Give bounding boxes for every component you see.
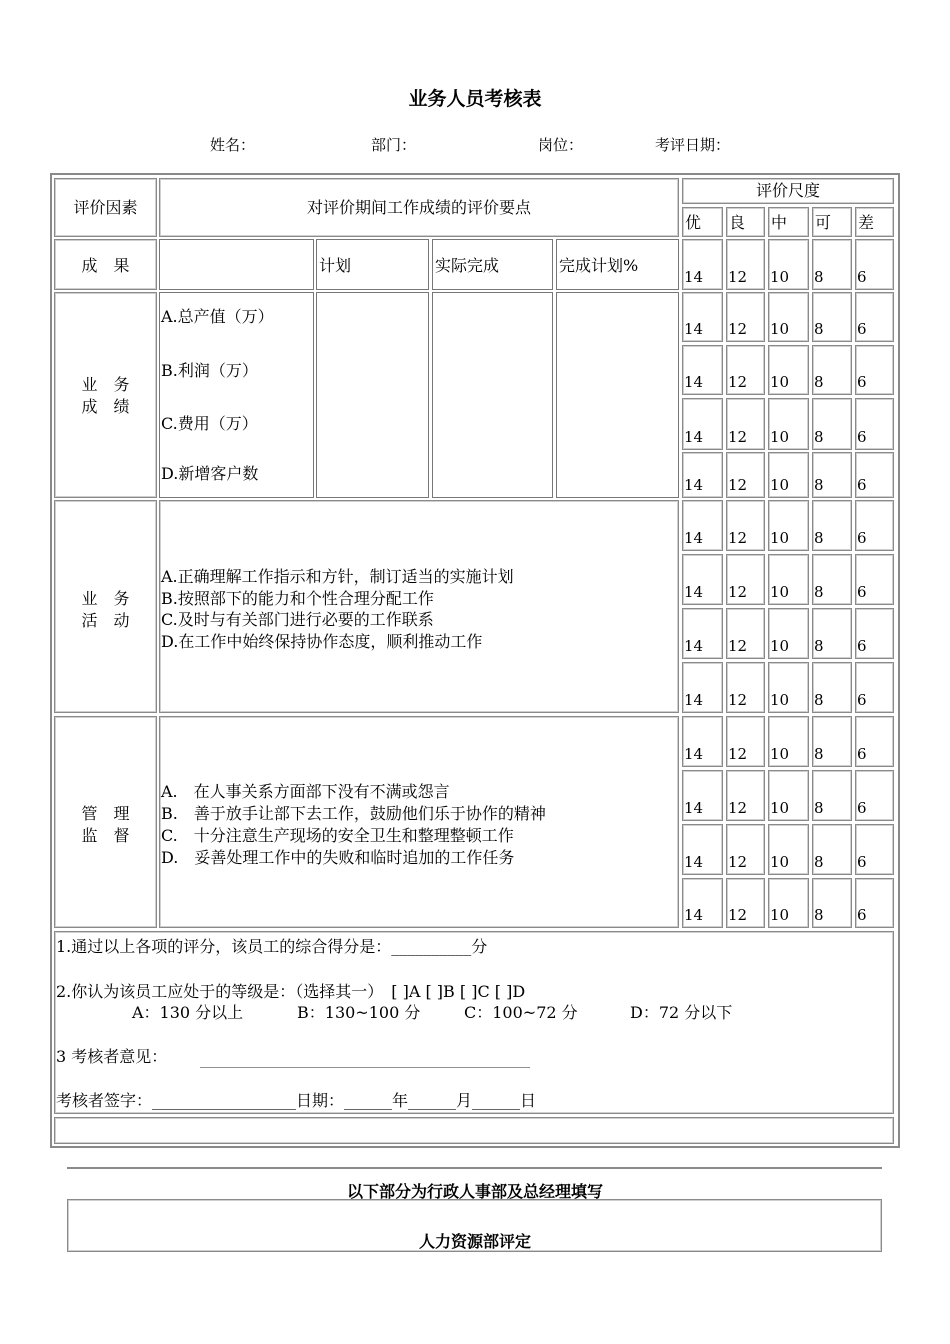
score-value: 8 — [814, 428, 824, 446]
score-value: 12 — [728, 320, 748, 338]
business-activity-label-line1: 业 务 — [81, 589, 130, 608]
score-value: 10 — [770, 799, 790, 817]
score-value: 8 — [814, 583, 824, 601]
score-value: 6 — [857, 691, 867, 709]
score-value: 10 — [770, 373, 790, 391]
results-blank-cell — [159, 239, 314, 290]
activity-item-d: D.在工作中始终保持协作态度，顺利推动工作 — [161, 632, 483, 651]
score-value: 8 — [814, 799, 824, 817]
grade-header-good: 良 — [729, 213, 746, 232]
score-value: 12 — [728, 428, 748, 446]
score-value: 12 — [728, 476, 748, 494]
business-results-label-cell — [54, 292, 157, 498]
score-value: 6 — [857, 268, 867, 286]
position-field-label: 岗位： — [538, 136, 584, 154]
divider-line — [67, 1167, 882, 1169]
management-label-line2: 监 督 — [81, 826, 130, 845]
score-value: 14 — [684, 745, 704, 763]
activity-item-b: B.按照部下的能力和个性合理分配工作 — [161, 589, 434, 608]
item-expense: C.费用（万） — [161, 414, 258, 433]
score-value: 6 — [857, 320, 867, 338]
score-value: 10 — [770, 529, 790, 547]
admin-section-note: 以下部分为行政人事部及总经理填写 — [346, 1182, 603, 1201]
score-value: 10 — [770, 637, 790, 655]
score-value: 10 — [770, 268, 790, 286]
points-header: 对评价期间工作成绩的评价要点 — [306, 198, 531, 217]
activity-item-a: A.正确理解工作指示和方针，制订适当的实施计划 — [161, 567, 514, 586]
score-value: 8 — [814, 529, 824, 547]
score-value: 12 — [728, 637, 748, 655]
management-item-c: C. 十分注意生产现场的安全卫生和整理整顿工作 — [161, 826, 514, 845]
grade-level-d: D：72 分以下 — [630, 1003, 733, 1022]
score-value: 10 — [770, 583, 790, 601]
hr-evaluation-title: 人力资源部评定 — [418, 1232, 531, 1251]
score-value: 14 — [684, 529, 704, 547]
business-results-label-line2: 成 绩 — [81, 397, 130, 416]
grade-header-average: 中 — [771, 213, 788, 232]
page-title: 业务人员考核表 — [408, 88, 542, 110]
management-item-a: A. 在人事关系方面部下没有不满或怨言 — [161, 782, 450, 801]
management-item-b: B. 善于放手让部下去工作，鼓励他们乐于协作的精神 — [161, 804, 546, 823]
score-value: 12 — [728, 745, 748, 763]
score-value: 6 — [857, 799, 867, 817]
plan-values-cell[interactable] — [316, 292, 429, 498]
score-value: 8 — [814, 745, 824, 763]
business-activity-label-line2: 活 动 — [81, 611, 130, 630]
score-value: 14 — [684, 853, 704, 871]
score-value: 14 — [684, 320, 704, 338]
score-value: 10 — [770, 745, 790, 763]
name-field-label: 姓名： — [210, 136, 256, 154]
business-results-label-line1: 业 务 — [81, 375, 130, 394]
plan-header: 计划 — [319, 256, 352, 275]
activity-item-c: C.及时与有关部门进行必要的工作联系 — [161, 610, 434, 629]
score-value: 6 — [857, 745, 867, 763]
score-value: 12 — [728, 799, 748, 817]
score-value: 12 — [728, 583, 748, 601]
score-value: 14 — [684, 373, 704, 391]
reviewer-signature-line: 考核者签字：__________________日期：______年______月______日 — [56, 1091, 537, 1110]
reviewer-opinion-label: 3 考核者意见： — [56, 1047, 168, 1066]
item-new-customers: D.新增客户数 — [161, 464, 259, 483]
score-value: 14 — [684, 268, 704, 286]
score-value: 6 — [857, 529, 867, 547]
grade-choice-line: 2.你认为该员工应处于的等级是：（选择其一） [ ]A [ ]B [ ]C [ ]D — [56, 982, 526, 1001]
reviewer-opinion-blank[interactable]: ____________________________________________ — [200, 1050, 530, 1068]
grade-level-a: A：130 分以上 — [132, 1003, 244, 1022]
total-score-line: 1.通过以上各项的评分，该员工的综合得分是：__________分 — [56, 937, 488, 956]
percent-values-cell[interactable] — [556, 292, 679, 498]
management-label-line1: 管 理 — [81, 804, 130, 823]
grade-level-b: B：130~100 分 — [297, 1003, 421, 1022]
score-value: 6 — [857, 583, 867, 601]
actual-header: 实际完成 — [435, 256, 500, 275]
score-value: 14 — [684, 799, 704, 817]
score-value: 14 — [684, 637, 704, 655]
score-value: 8 — [814, 320, 824, 338]
score-value: 12 — [728, 691, 748, 709]
score-value: 14 — [684, 691, 704, 709]
score-value: 14 — [684, 476, 704, 494]
score-value: 14 — [684, 906, 704, 924]
score-value: 10 — [770, 853, 790, 871]
grade-header-fair: 可 — [815, 213, 832, 232]
score-value: 10 — [770, 428, 790, 446]
score-value: 12 — [728, 373, 748, 391]
grade-header-excellent: 优 — [685, 213, 702, 232]
score-value: 8 — [814, 637, 824, 655]
score-value: 12 — [728, 268, 748, 286]
score-value: 10 — [770, 476, 790, 494]
grade-level-c: C：100~72 分 — [464, 1003, 578, 1022]
score-value: 6 — [857, 906, 867, 924]
score-value: 6 — [857, 853, 867, 871]
blank-bottom-row — [54, 1117, 894, 1144]
score-value: 8 — [814, 906, 824, 924]
score-value: 14 — [684, 428, 704, 446]
score-value: 8 — [814, 268, 824, 286]
score-value: 12 — [728, 906, 748, 924]
score-value: 8 — [814, 853, 824, 871]
management-item-d: D. 妥善处理工作中的失败和临时追加的工作任务 — [161, 848, 515, 867]
evaluation-date-field-label: 考评日期： — [655, 136, 731, 154]
factor-header: 评价因素 — [73, 198, 138, 217]
score-value: 8 — [814, 373, 824, 391]
results-label: 成 果 — [81, 256, 130, 275]
percent-header: 完成计划% — [559, 256, 639, 275]
score-value: 10 — [770, 691, 790, 709]
score-value: 6 — [857, 373, 867, 391]
score-value: 6 — [857, 476, 867, 494]
actual-values-cell[interactable] — [432, 292, 553, 498]
item-total-output: A.总产值（万） — [161, 307, 274, 326]
scale-header: 评价尺度 — [755, 181, 820, 200]
score-value: 10 — [770, 906, 790, 924]
score-value: 8 — [814, 691, 824, 709]
score-value: 10 — [770, 320, 790, 338]
grade-header-poor: 差 — [858, 213, 875, 232]
item-profit: B.利润（万） — [161, 361, 258, 380]
score-value: 6 — [857, 637, 867, 655]
department-field-label: 部门： — [371, 136, 417, 154]
score-value: 12 — [728, 529, 748, 547]
score-value: 12 — [728, 853, 748, 871]
score-value: 14 — [684, 583, 704, 601]
score-value: 6 — [857, 428, 867, 446]
score-value: 8 — [814, 476, 824, 494]
